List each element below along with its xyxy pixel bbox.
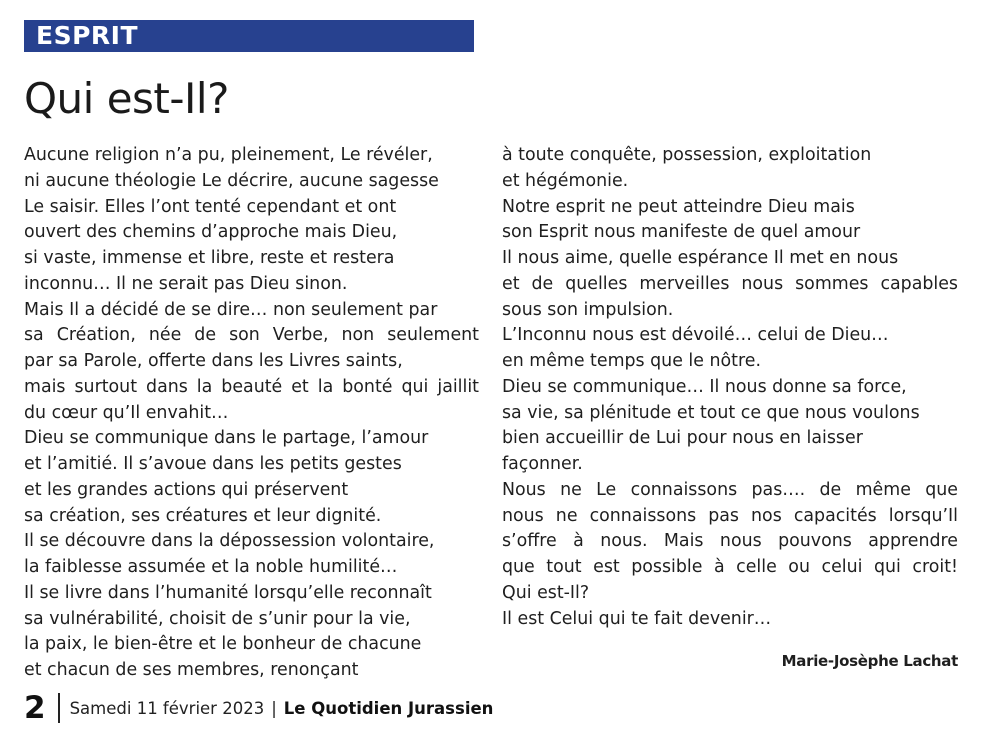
page-footer [24,688,493,728]
article-line: à toute conquête, possession, exploitation [502,145,872,165]
article-line: mais surtout dans la beauté et la bonté qui jaillit [24,376,479,397]
article-line: du cœur qu’Il envahit… [24,402,229,423]
article-line: si vaste, immense et libre, reste et restera [24,248,395,268]
article-line: bien accueillir de Lui pour nous en laisser [502,428,863,449]
article-line: et chacun de ses membres, renonçant [24,660,359,680]
article-line: façonner. [502,454,583,474]
article-line: et hégémonie. [502,170,629,191]
article-line: en même temps que le nôtre. [502,351,761,371]
article-line: la paix, le bien-être et le bonheur de chacune [24,634,422,655]
article-line: Il se découvre dans la dépossession volontaire, [24,531,435,552]
article-line: Il se livre dans l’humanité lorsqu’elle reconnaît [24,582,432,603]
article-line: sa vie, sa plénitude et tout ce que nous voulons [502,402,920,423]
section-label: ESPRIT [36,21,139,50]
article-line: et les grandes actions qui préservent [24,479,349,500]
article-column-left [24,143,479,684]
article-line: Dieu se communique dans le partage, l’amour [24,428,429,449]
article-title: Qui est-Il? [24,74,229,123]
footer-separator: | [271,698,277,718]
author-byline: Marie-Josèphe Lachat [781,652,958,670]
publication-date: Samedi 11 février 2023 [69,698,265,718]
article-line: s’offre à nous. Mais nous pouvons apprendre [502,531,958,552]
article-line: ni aucune théologie Le décrire, aucune sagesse [24,170,439,191]
article-line: Le saisir. Elles l’ont tenté cependant et ont [24,196,397,217]
article-line: la faiblesse assumée et la noble humilité… [24,557,398,577]
section-bar [24,20,474,52]
article-line: inconnu… Il ne serait pas Dieu sinon. [24,273,348,294]
article-line: sa création, ses créatures et leur dignité. [24,505,382,526]
footer-divider [58,693,60,723]
article-line: et l’amitié. Il s’avoue dans les petits gestes [24,454,402,474]
newspaper-name: Le Quotidien Jurassien [283,698,494,718]
article-line: Nous ne Le connaissons pas…. de même que [502,479,958,500]
article-line: Il nous aime, quelle espérance Il met en nous [502,248,899,268]
page-number: 2 [24,690,46,726]
article-line: sa Création, née de son Verbe, non seulement [24,325,479,346]
article-line: Aucune religion n’a pu, pleinement, Le révéler, [24,145,433,165]
article-column-right [502,143,958,632]
article-line: Mais Il a décidé de se dire… non seulement par [24,299,438,320]
article-line: sous son impulsion. [502,299,674,320]
article-line: et de quelles merveilles nous sommes capables [502,273,958,294]
article-line: son Esprit nous manifeste de quel amour [502,222,861,243]
article-line: nous ne connaissons pas nos capacités lorsqu’Il [502,505,958,526]
article-line: sa vulnérabilité, choisit de s’unir pour la vie, [24,608,411,629]
article-line: L’Inconnu nous est dévoilé… celui de Dieu… [502,325,889,346]
article-line: Qui est-Il? [502,582,590,603]
article-line: Il est Celui qui te fait devenir… [502,608,772,629]
article-line: Notre esprit ne peut atteindre Dieu mais [502,196,855,217]
article-line: ouvert des chemins d’approche mais Dieu, [24,222,398,243]
article-line: Dieu se communique… Il nous donne sa force, [502,376,907,397]
article-line: par sa Parole, offerte dans les Livres saints, [24,351,403,371]
article-line: que tout est possible à celle ou celui qui croit! [502,557,958,577]
